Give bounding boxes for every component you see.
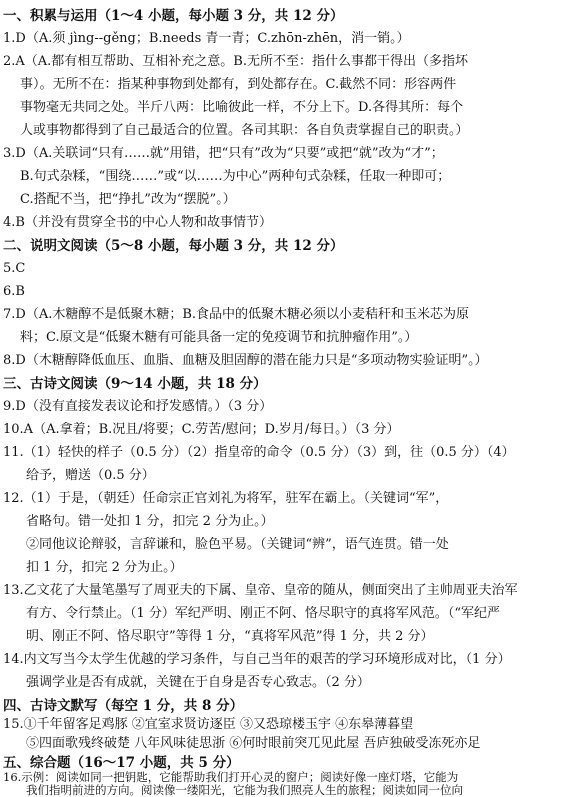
answer-6: 6.B xyxy=(3,284,25,299)
answer-12-line-4: 扣 1 分，扣完 2 分为止。） xyxy=(26,560,183,575)
answer-2-line-4: 人或事物都得到了自己最适合的位置。各司其职：各自负责掌握自己的职责。） xyxy=(20,123,469,138)
answer-14-line-2: 强调学业是否有成就，关键在于自身是否专心致志。（2 分） xyxy=(26,675,370,690)
answer-16: 16.示例：阅读如同一把钥匙，它能帮助我们打开心灵的窗户；阅读好像一座灯塔，它能为 xyxy=(3,771,459,784)
section-heading-5: 五、综合题（16～17 小题，共 5 分） xyxy=(3,755,240,771)
answer-7: 7.D（A.木糖醇不是低聚木糖；B.食品中的低聚木糖必须以小麦秸秆和玉米芯为原 xyxy=(3,307,470,322)
answer-2-line-3: 事物毫无共同之处。半斤八两：比喻彼此一样，不分上下。D.各得其所：每个 xyxy=(20,100,464,115)
answer-13: 13.乙文花了大量笔墨写了周亚夫的下属、皇帝、皇帝的随从，侧面突出了主帅周亚夫治军 xyxy=(3,583,518,598)
answer-3: 3.D（A.关联词“只有……就”用错，把“只有”改为“只要”或把“就”改为“才”； xyxy=(3,146,444,161)
section-heading-4: 四、古诗文默写（每空 1 分，共 8 分） xyxy=(3,698,244,714)
answer-9: 9.D（没有直接发表议论和抒发感情。）（3 分） xyxy=(3,399,273,414)
answer-13-line-3: 明、刚正不阿、恪尽职守”等得 1 分，“真将军风范”得 1 分，共 2 分） xyxy=(26,629,434,644)
answer-12-line-3: ②同他议论辩驳，言辞谦和，脸色平易。（关键词“辨”，语气连贯。错一处 xyxy=(26,537,449,552)
answer-15-line-2: ⑤四面歌残终破楚 八年风味徒思浙 ⑥何时眼前突兀见此屋 吾庐独破受冻死亦足 xyxy=(26,736,481,751)
answer-14: 14.内文写当今太学生优越的学习条件，与自己当年的艰苦的学习环境形成对比，（1 分） xyxy=(3,652,511,667)
answer-3-line-3: C.搭配不当，把“挣扎”改为“摆脱”。） xyxy=(20,192,236,207)
answer-2: 2.A（A.都有相互帮助、互相补充之意。B.无所不至：指什么事都干得出（多指坏 xyxy=(3,54,468,69)
section-heading-3: 三、古诗文阅读（9～14 小题，共 18 分） xyxy=(3,376,267,392)
answer-15: 15.①千年留客足鸡豚 ②宜室求贤访逐臣 ③又恐琼楼玉宇 ④东皋薄暮望 xyxy=(3,717,414,732)
answer-12: 12.（1）于是，（朝廷）任命宗正官刘礼为将军，驻军在霸上。（关键词“军”， xyxy=(3,491,449,506)
answer-13-line-2: 有方、令行禁止。（1 分）军纪严明、刚正不阿、恪尽职守的真将军风范。（“军纪严 xyxy=(26,606,501,621)
section-heading-1: 一、积累与运用（1～4 小题，每小题 3 分，共 12 分） xyxy=(3,8,344,24)
answer-16-line-2: 我们指明前进的方向。阅读像一缕阳光，它能为我们照亮人生的旅程；阅读如同一位向 xyxy=(26,784,463,797)
answer-7-line-2: 料；C.原文是“低聚木糖有可能具备一定的免疫调节和抗肿瘤作用”。） xyxy=(20,330,418,345)
answer-8: 8.D（木糖醇降低血压、血脂、血糖及胆固醇的潜在能力只是“多项动物实验证明”。） xyxy=(3,353,488,368)
section-heading-2: 二、说明文阅读（5～8 小题，每小题 3 分，共 12 分） xyxy=(3,238,344,254)
answer-11-line-2: 给予，赠送（0.5 分） xyxy=(26,468,155,483)
answer-2-line-2: 事）。无所不在：指某种事物到处都有，到处都存在。C.截然不同：形容两件 xyxy=(20,77,457,92)
answer-4: 4.B（并没有贯穿全书的中心人物和故事情节） xyxy=(3,215,272,230)
answer-1: 1.D（A.须 jìng--gěng；B.needs 青一青；C.zhōn-zhēn，消一销。） xyxy=(3,31,410,46)
answer-5: 5.C xyxy=(3,261,26,276)
answer-11: 11.（1）轻快的样子（0.5 分）（2）指皇帝的命令（0.5 分）（3）到，往（0.5 分）（4） xyxy=(3,445,515,460)
answer-3-line-2: B.句式杂糅，“围绕……”或“以……为中心”两种句式杂糅，任取一种即可； xyxy=(20,169,451,184)
answer-12-line-2: 省略句。错一处扣 1 分，扣完 2 分为止。） xyxy=(26,514,274,529)
answer-10: 10.A（A.拿着；B.况且/将要；C.劳苦/慰问；D.岁月/每日。）（3 分） xyxy=(3,422,400,437)
